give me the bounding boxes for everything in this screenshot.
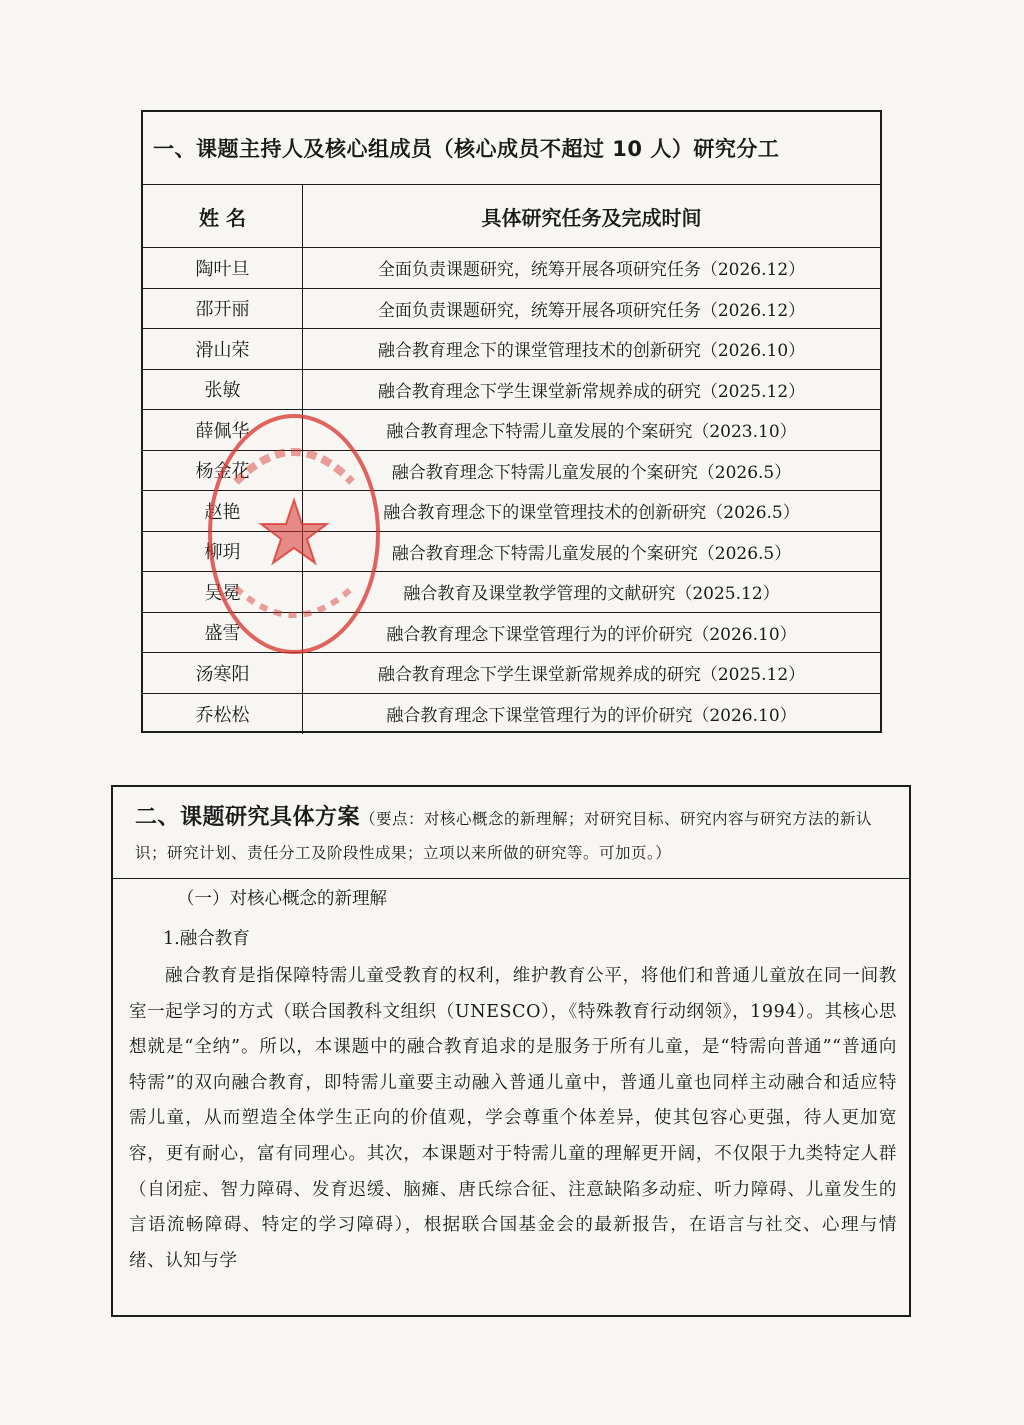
section2-title: 二、课题研究具体方案 bbox=[135, 805, 361, 830]
member-name: 陶叶旦 bbox=[143, 248, 303, 288]
research-division-table bbox=[141, 110, 882, 733]
subsection-heading: （一）对核心概念的新理解 bbox=[177, 889, 387, 909]
section2-header bbox=[113, 787, 909, 879]
table-row bbox=[143, 694, 880, 735]
member-name: 滑山荣 bbox=[143, 329, 303, 369]
member-task: 融合教育理念下特需儿童发展的个案研究（2023.10） bbox=[386, 422, 797, 443]
table-header-row bbox=[143, 185, 880, 248]
table-row bbox=[143, 532, 880, 573]
section2-note: （要点：对核心概念的新理解；对研究目标、研究内容与研究方法的新认识；研究计划、责任分工及阶段性成果；立项以来所做的研究等。可加页。） bbox=[135, 810, 873, 862]
member-task: 融合教育理念下特需儿童发展的个案研究（2026.5） bbox=[391, 462, 792, 483]
member-name: 吴冕 bbox=[143, 572, 303, 612]
member-task: 全面负责课题研究，统筹开展各项研究任务（2026.12） bbox=[377, 300, 806, 321]
table-row bbox=[143, 451, 880, 492]
member-task: 全面负责课题研究，统筹开展各项研究任务（2026.12） bbox=[377, 260, 806, 281]
table-row bbox=[143, 370, 880, 411]
member-task: 融合教育理念下课堂管理行为的评价研究（2026.10） bbox=[386, 624, 797, 645]
table-row bbox=[143, 248, 880, 289]
member-name: 杨金花 bbox=[143, 451, 303, 491]
body-paragraph: 融合教育是指保障特需儿童受教育的权利，维护教育公平，将他们和普通儿童放在同一间教室一起学习的方式（联合国教科文组织（UNESCO），《特殊教育行动纲领》，1994）。其核心思想就是“全纳”。所以，本课题中的融合教育追求的是服务于所有儿童，是“特需向普通”“普通向特需”的双向融合教育，即特需儿童要主动融入普通儿童中，普通儿童也同样主动融合和适应特需儿童，从而塑造全体学生正向的价值观，学会尊重个体差异，使其包容心更强，待人更加宽容，更有耐心，富有同理心。其次，本课题对于特需儿童的理解更开阔，不仅限于九类特定人群（自闭症、智力障碍、发育迟缓、脑瘫、唐氏综合征、注意缺陷多动症、听力障碍、儿童发生的言语流畅障碍、特定的学习障碍），根据联合国基金会的最新报告，在语言与社交、心理与情绪、认知与学 bbox=[129, 966, 897, 1271]
member-name: 柳玥 bbox=[143, 532, 303, 572]
member-name: 薛佩华 bbox=[143, 410, 303, 450]
member-task: 融合教育及课堂教学管理的文献研究（2025.12） bbox=[403, 584, 780, 605]
member-name: 邵开丽 bbox=[143, 289, 303, 329]
member-task: 融合教育理念下的课堂管理技术的创新研究（2026.5） bbox=[383, 503, 800, 524]
member-name: 乔松松 bbox=[143, 694, 303, 735]
member-name: 盛雪 bbox=[143, 613, 303, 653]
member-name: 赵艳 bbox=[143, 491, 303, 531]
research-plan-section bbox=[111, 785, 911, 1317]
table-row bbox=[143, 410, 880, 451]
table-row bbox=[143, 289, 880, 330]
column-header-name: 姓 名 bbox=[143, 185, 303, 247]
member-name: 汤寒阳 bbox=[143, 653, 303, 693]
table-row bbox=[143, 653, 880, 694]
column-header-task: 具体研究任务及完成时间 bbox=[481, 205, 702, 230]
member-name: 张敏 bbox=[143, 370, 303, 410]
member-task: 融合教育理念下的课堂管理技术的创新研究（2026.10） bbox=[377, 341, 806, 362]
subsection-item-heading: 1.融合教育 bbox=[163, 929, 250, 949]
section2-body bbox=[113, 879, 909, 1279]
table-row bbox=[143, 329, 880, 370]
section1-title: 一、课题主持人及核心组成员（核心成员不超过 10 人）研究分工 bbox=[143, 112, 880, 185]
table-row bbox=[143, 572, 880, 613]
member-task: 融合教育理念下课堂管理行为的评价研究（2026.10） bbox=[386, 706, 797, 727]
member-task: 融合教育理念下特需儿童发展的个案研究（2026.5） bbox=[391, 543, 792, 564]
table-body bbox=[143, 248, 880, 734]
member-task: 融合教育理念下学生课堂新常规养成的研究（2025.12） bbox=[377, 665, 806, 686]
table-row bbox=[143, 491, 880, 532]
member-task: 融合教育理念下学生课堂新常规养成的研究（2025.12） bbox=[377, 381, 806, 402]
table-row bbox=[143, 613, 880, 654]
